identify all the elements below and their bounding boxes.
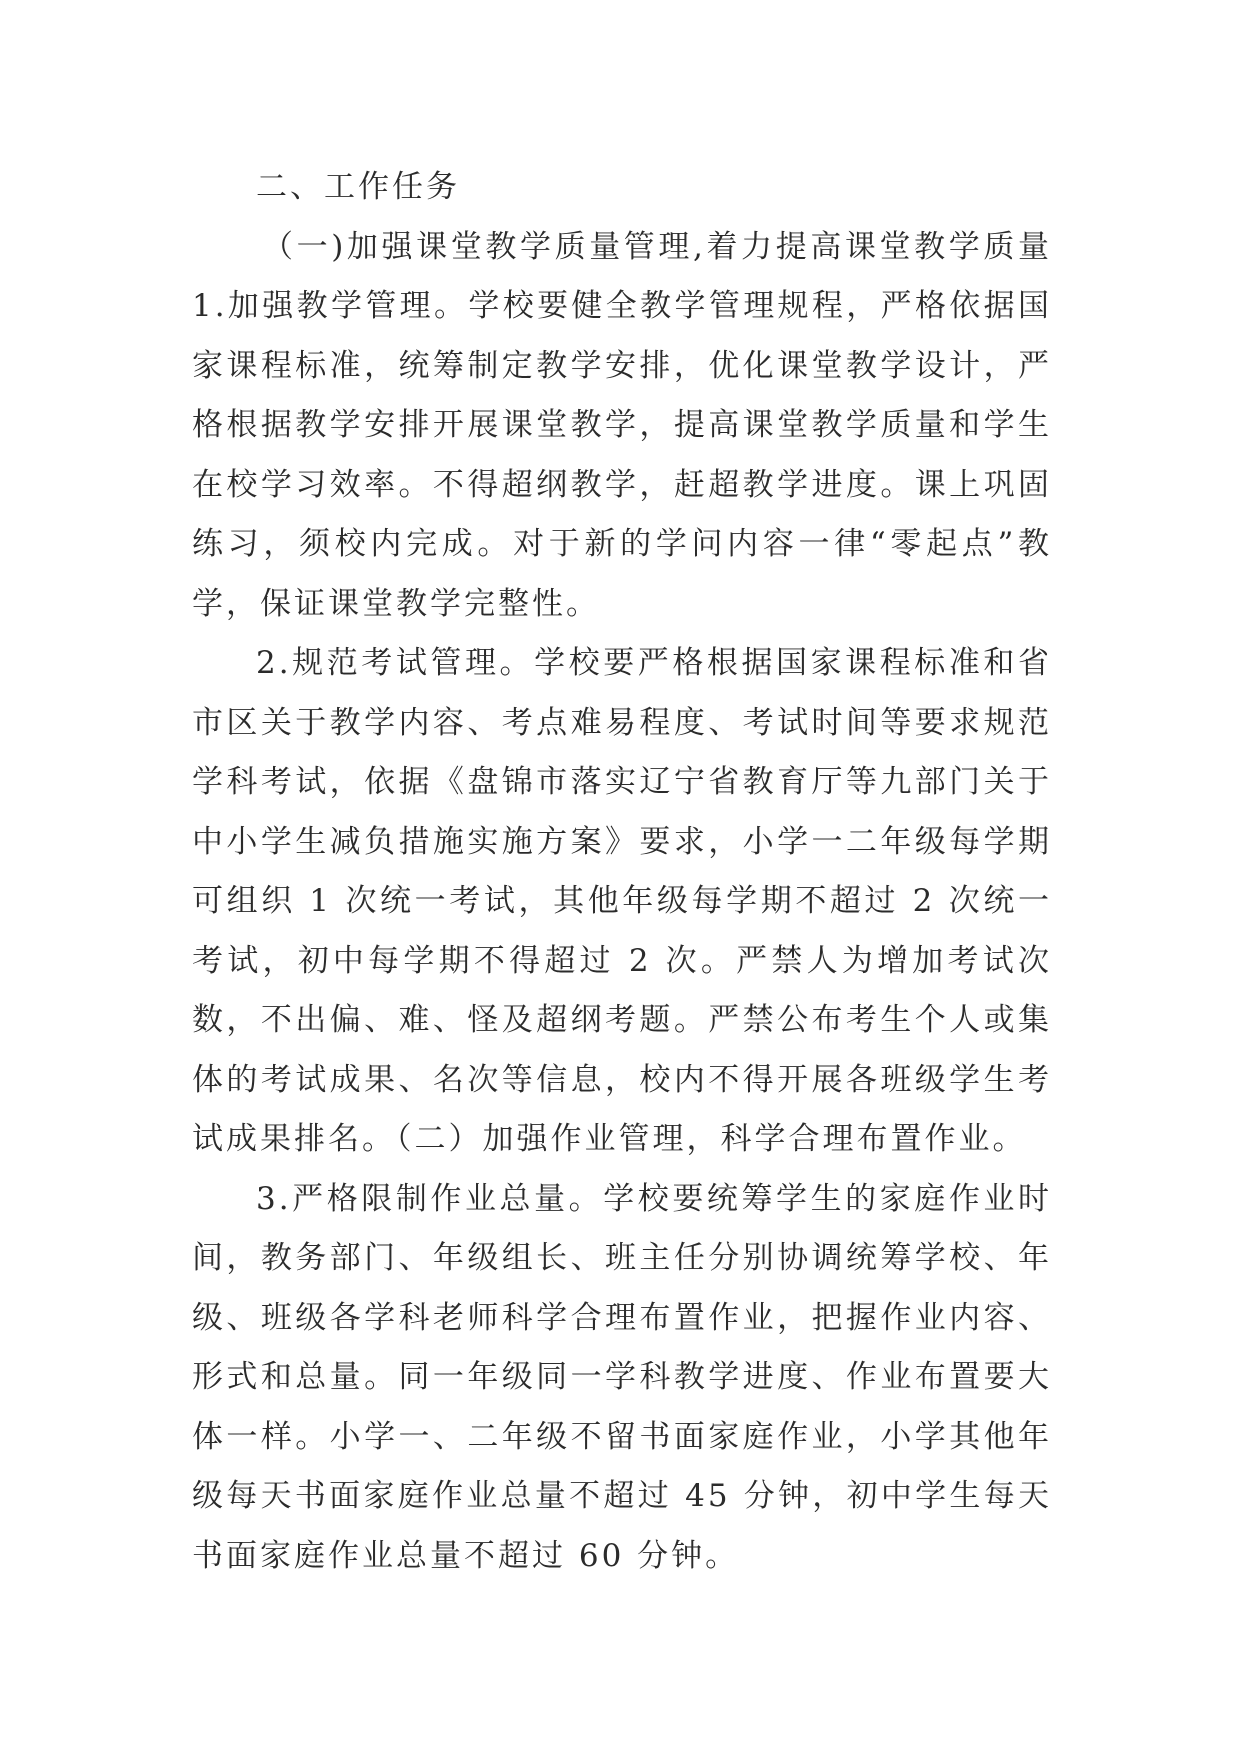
section-heading: 二、工作任务 bbox=[256, 169, 460, 205]
document-body bbox=[192, 158, 1052, 1586]
paragraph-1: （一)加强课堂教学质量管理,着力提高课堂教学质量 1.加强教学管理。学校要健全教学管理规程，严格依据国家课程标准，统筹制定教学安排，优化课堂教学设计，严格根据教学安排开展课堂教学，提高课堂教学质量和学生在校学习效率。不得超纲教学，赶超教学进度。课上巩固练习，须校内完成。对于新的学问内容一律“零起点”教学，保证课堂教学完整性。 bbox=[192, 228, 1052, 622]
paragraph-2: 2.规范考试管理。学校要严格根据国家课程标准和省市区关于教学内容、考点难易程度、考试时间等要求规范学科考试，依据《盘锦市落实辽宁省教育厅等九部门关于中小学生减负措施实施方案》要求，小学一二年级每学期可组织 1 次统一考试，其他年级每学期不超过 2 次统一考试，初中每学期不得超过 2 次。严禁人为增加考试次数，不出偏、难、怪及超纲考题。严禁公布考生个人或集体的考试成果、名次等信息，校内不得开展各班级学生考试成果排名。（二）加强作业管理，科学合理布置作业。 bbox=[192, 645, 1052, 1157]
paragraph-3: 3.严格限制作业总量。学校要统筹学生的家庭作业时间，教务部门、年级组长、班主任分别协调统筹学校、年级、班级各学科老师科学合理布置作业，把握作业内容、形式和总量。同一年级同一学科教学进度、作业布置要大体一样。小学一、二年级不留书面家庭作业，小学其他年级每天书面家庭作业总量不超过 45 分钟，初中学生每天书面家庭作业总量不超过 60 分钟。 bbox=[192, 1180, 1052, 1574]
